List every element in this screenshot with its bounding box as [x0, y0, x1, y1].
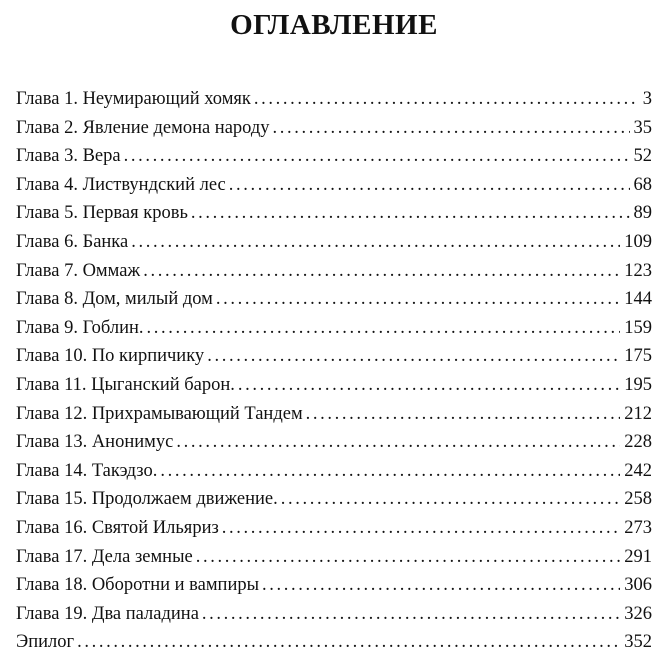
toc-dot-leader — [216, 285, 620, 313]
toc-entry — [16, 428, 652, 457]
toc-dot-leader — [222, 514, 620, 542]
toc-entry-label: Глава 6. Банка — [16, 231, 129, 252]
toc-entry-label: Глава 10. По кирпичику — [16, 346, 205, 367]
toc-entry-page: 175 — [624, 346, 652, 367]
table-of-contents — [16, 85, 652, 657]
toc-entry — [16, 314, 652, 343]
toc-entry — [16, 628, 652, 657]
toc-entry-page: 123 — [624, 260, 652, 281]
toc-entry-label: Глава 1. Неумирающий хомяк — [16, 89, 251, 109]
toc-entry — [16, 457, 652, 486]
toc-entry-label: Глава 5. Первая кровь — [16, 203, 188, 224]
toc-entry — [16, 142, 652, 171]
toc-dot-leader — [281, 485, 620, 513]
toc-entry-page: 326 — [624, 603, 652, 624]
toc-entry — [16, 257, 652, 286]
toc-dot-leader — [191, 199, 630, 227]
toc-entry-label: Глава 17. Дела земные — [16, 546, 193, 567]
toc-entry — [16, 371, 652, 400]
toc-entry-label: Глава 12. Прихрамывающий Тандем — [16, 403, 303, 424]
toc-entry — [16, 485, 652, 514]
toc-entry-page: 159 — [624, 317, 652, 338]
toc-dot-leader — [160, 457, 620, 485]
toc-dot-leader — [306, 400, 621, 428]
toc-entry-page: 195 — [624, 374, 652, 395]
toc-dot-leader — [207, 342, 620, 370]
toc-dot-leader — [229, 171, 630, 199]
toc-entry — [16, 285, 652, 314]
toc-dot-leader — [262, 571, 620, 599]
toc-entry — [16, 342, 652, 371]
toc-entry-page: 89 — [633, 203, 652, 224]
toc-entry — [16, 571, 652, 600]
toc-entry-label: Глава 3. Вера — [16, 146, 121, 167]
toc-entry-label: Глава 8. Дом, милый дом — [16, 289, 213, 310]
toc-entry — [16, 228, 652, 257]
toc-entry-page: 306 — [624, 575, 652, 596]
toc-entry-label: Эпилог — [16, 632, 75, 653]
toc-entry — [16, 400, 652, 429]
toc-entry-label: Глава 19. Два паладина — [16, 603, 199, 624]
toc-entry-label: Глава 4. Листвундский лес — [16, 174, 226, 195]
toc-entry — [16, 600, 652, 629]
toc-entry-label: Глава 9. Гоблин. — [16, 317, 144, 338]
toc-entry — [16, 171, 652, 200]
toc-dot-leader — [238, 371, 620, 399]
toc-entry-label: Глава 15. Продолжаем движение. — [16, 489, 278, 510]
toc-dot-leader — [254, 85, 639, 113]
toc-entry — [16, 514, 652, 543]
toc-entry-page: 68 — [633, 174, 652, 195]
toc-entry-page: 109 — [624, 231, 652, 252]
toc-entry-page: 144 — [624, 289, 652, 310]
toc-dot-leader — [147, 314, 621, 342]
toc-entry-label: Глава 7. Оммаж — [16, 260, 141, 281]
toc-entry — [16, 114, 652, 143]
toc-entry-page: 52 — [633, 146, 652, 167]
toc-entry — [16, 199, 652, 228]
toc-entry — [16, 85, 652, 114]
toc-entry-page: 228 — [624, 432, 652, 453]
toc-dot-leader — [176, 428, 620, 456]
toc-dot-leader — [202, 600, 620, 628]
toc-entry-label: Глава 14. Такэдзо. — [16, 460, 158, 481]
toc-entry-page: 291 — [624, 546, 652, 567]
toc-dot-leader — [273, 114, 630, 142]
toc-entry-page: 35 — [633, 117, 652, 138]
toc-dot-leader — [143, 257, 620, 285]
toc-dot-leader — [131, 228, 620, 256]
toc-entry-page: 212 — [624, 403, 652, 424]
toc-dot-leader — [196, 543, 621, 571]
toc-entry-page: 273 — [624, 517, 652, 538]
toc-entry-page: 3 — [642, 89, 652, 109]
toc-entry-label: Глава 16. Святой Ильяриз — [16, 517, 219, 538]
toc-entry-label: Глава 13. Анонимус — [16, 432, 174, 453]
toc-entry-page: 258 — [624, 489, 652, 510]
toc-entry-page: 352 — [624, 632, 652, 653]
toc-entry — [16, 543, 652, 572]
toc-entry-label: Глава 18. Оборотни и вампиры — [16, 575, 260, 596]
toc-entry-label: Глава 11. Цыганский барон. — [16, 374, 235, 395]
toc-entry-label: Глава 2. Явление демона народу — [16, 117, 270, 138]
toc-entry-page: 242 — [624, 460, 652, 481]
page-title: ОГЛАВЛЕНИЕ — [230, 9, 438, 41]
toc-dot-leader — [77, 628, 620, 656]
toc-dot-leader — [124, 142, 630, 170]
